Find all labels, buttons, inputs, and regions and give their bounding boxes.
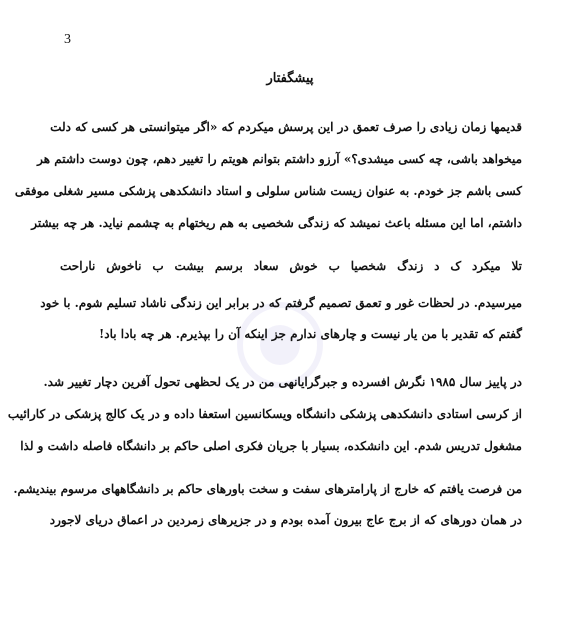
text-line: میخواهد باشی، چه کسی میشدی؟» آرزو داشتم بتوانم هویتم را تغییر دهم، چون دوست داشتم هر (37, 152, 522, 166)
page-number: 3 (64, 32, 71, 47)
text-line: از کرسی استادی دانشکدهی پزشکی دانشگاه ویسکانسین استعفا داده و در یک کالج پزشکی در کارائیب (7, 407, 522, 421)
text-line: در پاییز سال ۱۹۸۵ نگرش افسرده و جبرگرایانهی من در یک لحظهی تحول آفرین دچار تغییر شد. (43, 375, 522, 389)
text-line: در همان دورهای که از برج عاج بیرون آمده بودم و در جزیرهای زمردین در اعماق دریای لاجورد (49, 513, 522, 527)
text-line: قدیمها زمان زیادی را صرف تعمق در این پرسش میکردم که «اگر میتوانستی هر کسی که دلت (50, 120, 522, 134)
text-line: گفتم که تقدیر با من یار نیست و چارهای ندارم جز اینکه آن را بپذیرم. هر چه بادا باد! (98, 327, 522, 341)
page-title: پیشگفتار (266, 71, 314, 86)
text-line: داشتم، اما این مسئله باعث نمیشد که زندگی شخصیی به هم ریختهام به چشمم نیاید. هر چه بیشتر (31, 216, 522, 230)
text-line: کسی باشم جز خودم. به عنوان زیست شناس سلولی و استاد دانشکدهی پزشکی مسیر شغلی موفقی (14, 184, 522, 198)
text-line: میرسیدم. در لحظات غور و تعمق تصمیم گرفتم که در برابر این زندگی ناشاد تسلیم شوم. با خود (40, 296, 522, 310)
text-line: من فرصت یافتم که خارج از پارامترهای سفت و سخت باورهای حاکم بر دانشگاههای مرسوم بیندیشم. (13, 482, 522, 496)
text-line: تلا میکرد ک د زندگ شخصیا ب خوش سعاد برسم بیشت ب ناخوش ناراحت (60, 259, 522, 273)
text-line: مشغول تدریس شدم. این دانشکده، بسیار با جریان فکری اصلی حاکم بر دانشگاه فاصله داشت و لذا (20, 439, 522, 453)
